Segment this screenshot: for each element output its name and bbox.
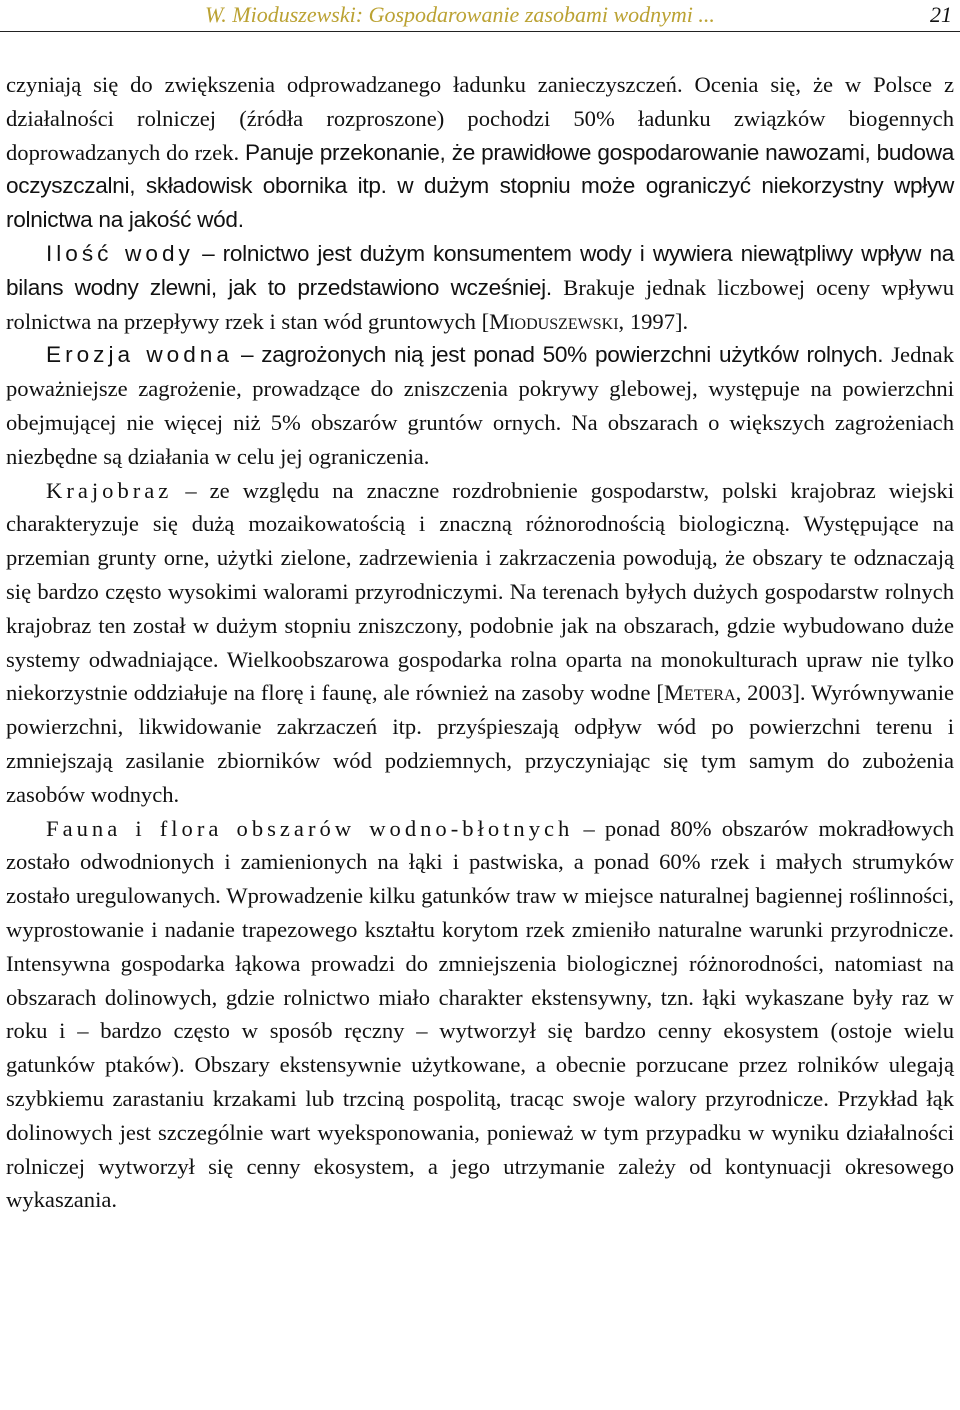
spaced-term: Ilość wody [46, 240, 194, 266]
paragraph-text: Jednak poważniejsze zagrożenie, prowadzące do zniszczenia pokrywy glebowej, występuje na powierzchni obejmującej nie więcej niż 5% obszarów gruntów ornych. Na obszarach o większych zagrożeniach niezbędne są działania w celu jej ograniczenia. [6, 342, 954, 469]
spaced-term: Erozja wodna [46, 342, 233, 368]
citation-author: Mioduszewski [489, 308, 619, 334]
paragraph-text: – ze względu na znaczne rozdrobnienie gospodarstw, polski krajobraz wiejski charakteryzuje się dużą mozaikowatością i znaczną różnorodnością biologiczną. Występujące na przemian grunty orne, użytki zielone, zadrzewienia i zakrzaczenia powodują, że obszary te odznaczają się bardzo często wysokimi walorami przyrodniczymi. Na terenach byłych dużych gospodarstw rolnych krajobraz ten został w dużym stopniu zniszczony, podobnie jak na obszarach, gdzie wybudowano duże systemy odwadniające. Wielkoobszarowa gospodarka rolna oparta na monokulturach upraw nie tylko niekorzystnie oddziałuje na florę i faunę, ale również na zasoby wodne [ [6, 477, 954, 706]
paragraph-text: , 2003]. Wyrównywanie powierzchni, likwidowanie zakrzaczeń itp. przyśpieszają odpływ wód po powierzchni terenu i zmniejszają zasilanie zbiorników wód podziemnych, przyczyniając się tym samym do zubożenia zasobów wodnych. [6, 680, 954, 807]
running-header [0, 0, 960, 32]
paragraph-text: czyniają się do zwiększenia odprowadzanego ładunku zanieczyszczeń. Ocenia się, że w Polsce z działalności rolniczej (źródła rozproszone) pochodzi 50% ładunku związków biogennych doprowadzanych do rzek. [6, 72, 954, 165]
paragraph-landscape [6, 474, 954, 812]
citation-author: Metera [663, 680, 736, 706]
body-text [6, 68, 954, 1217]
header-title: W. Mioduszewski: Gospodarowanie zasobami wodnymi ... [205, 2, 715, 27]
spaced-term: Fauna i flora obszarów wodno-błotnych [46, 815, 574, 841]
page-number: 21 [930, 2, 952, 27]
term-spaced [46, 342, 891, 367]
paragraph-text: Brakuje jednak liczbowej oceny wpływu rolnictwa na przepływy rzek i stan wód gruntowych [ [6, 274, 954, 334]
paragraph-text-narrow: – rolnictwo jest dużym konsumentem wody i wywiera niewątpliwy wpływ na bilans wodny zlewni, jak to przedstawiono wcześniej. [6, 240, 954, 300]
paragraph-text-narrow: – zagrożonych nią jest ponad 50% powierzchni użytków rolnych. [232, 342, 892, 368]
paragraph-water-quantity [6, 237, 954, 338]
paragraph-continuation [6, 68, 954, 237]
paragraph-water-erosion [6, 338, 954, 473]
paragraph-fauna-flora [6, 812, 954, 1218]
paragraph-text: , 1997]. [618, 308, 689, 334]
spaced-term: Krajobraz [46, 477, 173, 503]
paragraph-text-narrow: Panuje przekonanie, że prawidłowe gospodarowanie nawozami, budowa oczyszczalni, składowisk obornika itp. w dużym stopniu może ograniczyć niekorzystny wpływ rolnictwa na jakość wód. [6, 139, 954, 233]
paragraph-text: – ponad 80% obszarów mokradłowych zostało odwodnionych i zamienionych na łąki i pastwiska, a ponad 60% rzek i małych strumyków zostało uregulowanych. Wprowadzenie kilku gatunków traw w miejsce naturalnej bagiennej roślinności, wyprostowanie i nadanie trapezowego kształtu korytom rzek zmieniło naturalne warunki przyrodnicze. Intensywna gospodarka łąkowa prowadzi do zmniejszenia biologicznej różnorodności, natomiast na obszarach dolinowych, gdzie rolnictwo miało charakter ekstensywny, tzn. łąki wykaszane były raz w roku i – bardzo często w sposób ręczny – wytworzył się bardzo cenny ekosystem (ostoje wielu gatunków ptaków). Obszary ekstensywnie użytkowane, a obecnie porzucane przez rolników ulegają szybkiemu zarastaniu krzakami lub trzciną pospolitą, tracąc swoje walory przyrodnicze. Przykład łąk dolinowych jest szczególnie wart wyeksponowania, ponieważ w tym przypadku w wyniku działalności rolniczej wytworzył się cenny ekosystem, a jego utrzymanie zależy od kontynuacji okresowego wykaszania. [6, 815, 954, 1213]
